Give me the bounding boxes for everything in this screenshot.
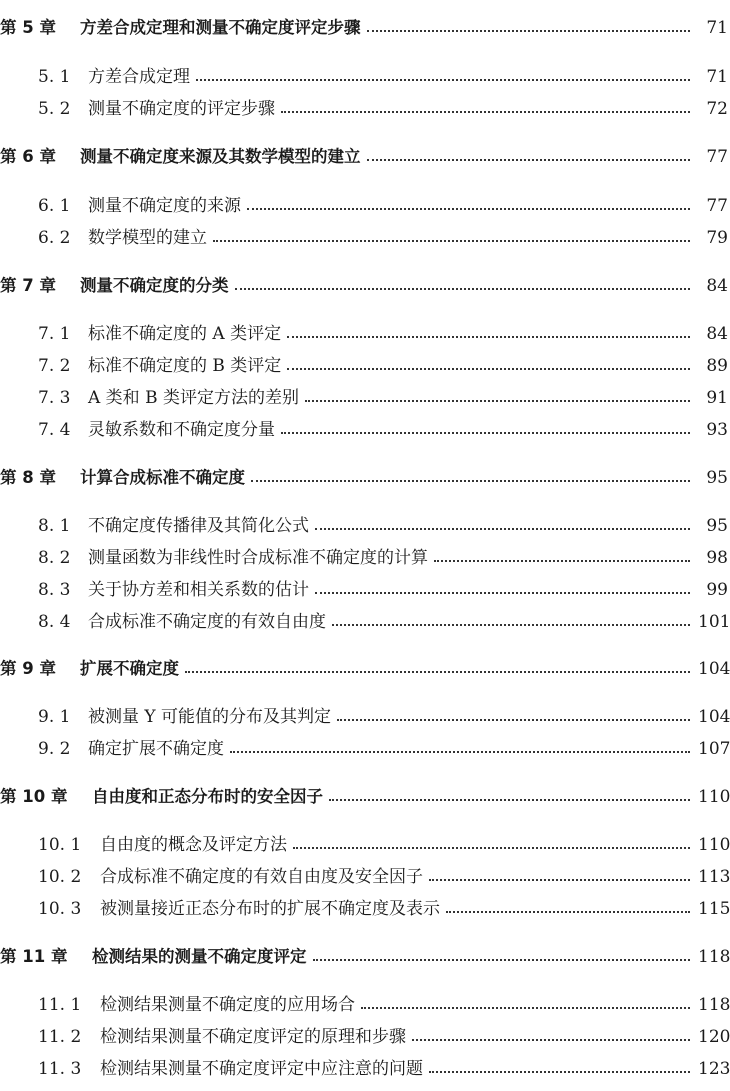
dot-leader xyxy=(313,959,691,961)
section-number: 5. 1 xyxy=(38,67,71,87)
dot-leader xyxy=(247,208,690,210)
toc-section-entry[interactable] xyxy=(0,735,730,763)
section-title: 测量函数为非线性时合成标准不确定度的计算 xyxy=(88,548,428,568)
dot-leader xyxy=(429,879,690,881)
dot-leader xyxy=(361,1007,690,1009)
page-number: 118 xyxy=(698,995,730,1015)
toc-chapter-entry[interactable] xyxy=(0,943,730,971)
dot-leader xyxy=(281,111,690,113)
section-title: 确定扩展不确定度 xyxy=(88,739,224,759)
dot-leader xyxy=(367,159,691,161)
toc-section-entry[interactable] xyxy=(0,1055,730,1083)
page-number: 107 xyxy=(698,739,730,759)
dot-leader xyxy=(305,400,690,402)
toc-section-entry[interactable] xyxy=(0,416,730,444)
section-title: 方差合成定理 xyxy=(88,67,190,87)
section-number: 11. 3 xyxy=(38,1059,82,1079)
chapter-title: 自由度和正态分布时的安全因子 xyxy=(92,787,323,806)
toc-chapter-entry[interactable] xyxy=(0,783,730,811)
chapter-title: 扩展不确定度 xyxy=(80,659,179,678)
dot-leader xyxy=(446,911,690,913)
section-number: 7. 3 xyxy=(38,388,71,408)
chapter-number: 第 6 章 xyxy=(0,147,56,166)
section-title: 灵敏系数和不确定度分量 xyxy=(88,420,275,440)
section-number: 6. 2 xyxy=(38,228,71,248)
toc-chapter-entry[interactable] xyxy=(0,143,730,171)
section-number: 7. 1 xyxy=(38,324,71,344)
dot-leader xyxy=(235,288,691,290)
toc-section-entry[interactable] xyxy=(0,608,730,636)
section-number: 9. 1 xyxy=(38,707,71,727)
page-number: 72 xyxy=(706,99,728,119)
toc-section-entry[interactable] xyxy=(0,703,730,731)
chapter-number: 第 11 章 xyxy=(0,947,68,966)
section-title: 被测量 Y 可能值的分布及其判定 xyxy=(88,707,332,727)
section-title: 被测量接近正态分布时的扩展不确定度及表示 xyxy=(100,899,440,919)
dot-leader xyxy=(429,1071,690,1073)
section-title: 标准不确定度的 A 类评定 xyxy=(88,324,282,344)
toc-section-entry[interactable] xyxy=(0,991,730,1019)
section-title: 测量不确定度的来源 xyxy=(88,196,241,216)
toc-section-entry[interactable] xyxy=(0,95,730,123)
toc-section-entry[interactable] xyxy=(0,320,730,348)
section-title: 自由度的概念及评定方法 xyxy=(100,835,287,855)
section-title: 合成标准不确定度的有效自由度及安全因子 xyxy=(100,867,423,887)
dot-leader xyxy=(287,336,690,338)
toc-section-entry[interactable] xyxy=(0,224,730,252)
section-title: 检测结果测量不确定度评定中应注意的问题 xyxy=(100,1059,423,1079)
chapter-title: 检测结果的测量不确定度评定 xyxy=(92,947,307,966)
dot-leader xyxy=(329,799,690,801)
toc-section-entry[interactable] xyxy=(0,384,730,412)
dot-leader xyxy=(434,560,690,562)
page-number: 71 xyxy=(706,18,728,38)
section-title: 合成标准不确定度的有效自由度 xyxy=(88,612,326,632)
section-number: 11. 2 xyxy=(38,1027,82,1047)
toc-chapter-entry[interactable] xyxy=(0,272,730,300)
toc-section-entry[interactable] xyxy=(0,544,730,572)
dot-leader xyxy=(251,480,690,482)
toc-section-entry[interactable] xyxy=(0,831,730,859)
dot-leader xyxy=(230,751,690,753)
dot-leader xyxy=(337,719,690,721)
chapter-number: 第 5 章 xyxy=(0,18,56,37)
section-number: 7. 4 xyxy=(38,420,71,440)
page-number: 115 xyxy=(698,899,730,919)
chapter-title: 测量不确定度的分类 xyxy=(80,276,229,295)
chapter-number: 第 7 章 xyxy=(0,276,56,295)
page-number: 123 xyxy=(698,1059,730,1079)
page-number: 110 xyxy=(698,787,730,807)
toc-chapter-entry[interactable] xyxy=(0,464,730,492)
page-number: 71 xyxy=(706,67,728,87)
section-number: 5. 2 xyxy=(38,99,71,119)
section-number: 8. 4 xyxy=(38,612,71,632)
page-number: 104 xyxy=(698,707,730,727)
page-number: 118 xyxy=(698,947,730,967)
toc-section-entry[interactable] xyxy=(0,1023,730,1051)
page-number: 120 xyxy=(698,1027,730,1047)
toc-section-entry[interactable] xyxy=(0,895,730,923)
dot-leader xyxy=(287,368,690,370)
page-number: 91 xyxy=(706,388,728,408)
page-number: 98 xyxy=(706,548,728,568)
dot-leader xyxy=(412,1039,690,1041)
toc-section-entry[interactable] xyxy=(0,576,730,604)
section-title: 关于协方差和相关系数的估计 xyxy=(88,580,309,600)
section-title: A 类和 B 类评定方法的差别 xyxy=(88,388,299,408)
section-title: 不确定度传播律及其简化公式 xyxy=(88,516,309,536)
section-title: 检测结果测量不确定度评定的原理和步骤 xyxy=(100,1027,406,1047)
toc-section-entry[interactable] xyxy=(0,352,730,380)
page-number: 95 xyxy=(706,468,728,488)
dot-leader xyxy=(332,624,690,626)
dot-leader xyxy=(213,240,690,242)
dot-leader xyxy=(185,671,690,673)
section-title: 检测结果测量不确定度的应用场合 xyxy=(100,995,355,1015)
page-number: 84 xyxy=(706,324,728,344)
page-number: 84 xyxy=(706,276,728,296)
page-number: 93 xyxy=(706,420,728,440)
section-number: 10. 3 xyxy=(38,899,82,919)
dot-leader xyxy=(367,30,691,32)
page-number: 110 xyxy=(698,835,730,855)
section-title: 测量不确定度的评定步骤 xyxy=(88,99,275,119)
section-number: 11. 1 xyxy=(38,995,82,1015)
chapter-number: 第 9 章 xyxy=(0,659,56,678)
dot-leader xyxy=(315,592,690,594)
page-number: 95 xyxy=(706,516,728,536)
page-number: 77 xyxy=(706,147,728,167)
section-number: 8. 3 xyxy=(38,580,71,600)
toc-chapter-entry[interactable] xyxy=(0,14,730,42)
chapter-title: 方差合成定理和测量不确定度评定步骤 xyxy=(80,18,361,37)
dot-leader xyxy=(281,432,690,434)
toc-section-entry[interactable] xyxy=(0,63,730,91)
toc-section-entry[interactable] xyxy=(0,863,730,891)
dot-leader xyxy=(196,79,690,81)
page-number: 101 xyxy=(698,612,730,632)
section-number: 6. 1 xyxy=(38,196,71,216)
section-number: 10. 2 xyxy=(38,867,82,887)
toc-chapter-entry[interactable] xyxy=(0,655,730,683)
toc-section-entry[interactable] xyxy=(0,192,730,220)
section-number: 7. 2 xyxy=(38,356,71,376)
section-title: 标准不确定度的 B 类评定 xyxy=(88,356,282,376)
toc-section-entry[interactable] xyxy=(0,512,730,540)
page-number: 89 xyxy=(706,356,728,376)
page-number: 104 xyxy=(698,659,730,679)
chapter-title: 测量不确定度来源及其数学模型的建立 xyxy=(80,147,361,166)
dot-leader xyxy=(315,528,690,530)
page-number: 79 xyxy=(706,228,728,248)
section-number: 10. 1 xyxy=(38,835,82,855)
page-number: 77 xyxy=(706,196,728,216)
section-number: 8. 1 xyxy=(38,516,71,536)
chapter-number: 第 8 章 xyxy=(0,468,56,487)
section-number: 9. 2 xyxy=(38,739,71,759)
page-number: 113 xyxy=(698,867,730,887)
section-title: 数学模型的建立 xyxy=(88,228,207,248)
chapter-number: 第 10 章 xyxy=(0,787,68,806)
section-number: 8. 2 xyxy=(38,548,71,568)
page-number: 99 xyxy=(706,580,728,600)
dot-leader xyxy=(293,847,690,849)
chapter-title: 计算合成标准不确定度 xyxy=(80,468,245,487)
